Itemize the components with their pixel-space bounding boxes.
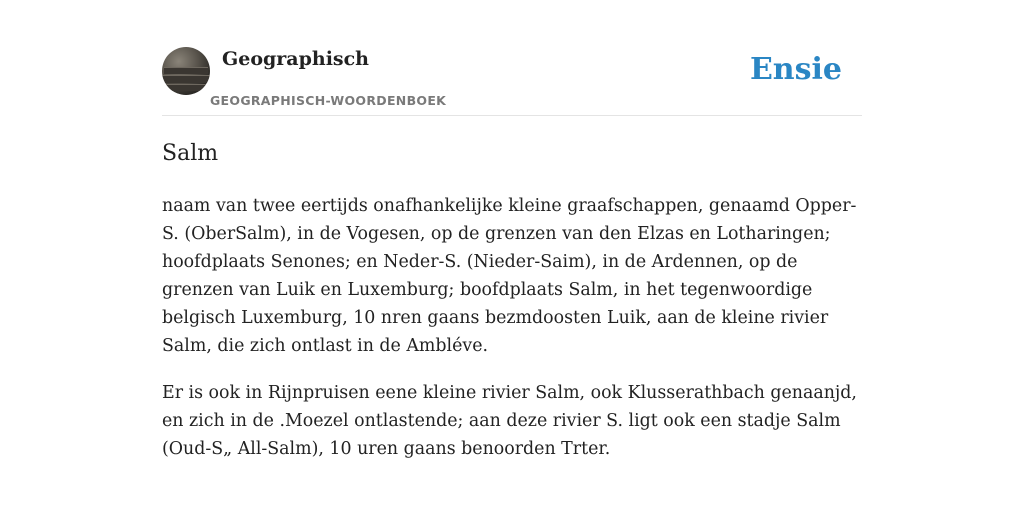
source-avatar[interactable]: [162, 47, 210, 95]
source-subtitle[interactable]: GEOGRAPHISCH-WOORDENBOEK: [210, 93, 447, 108]
article: [162, 138, 862, 482]
article-title: Salm: [162, 141, 219, 166]
header: [162, 44, 862, 116]
article-paragraph: naam van twee eertijds onafhankelijke kleine graafschappen, genaamd Opper-S. (OberSalm), in de Vogesen, op de grenzen van den Elzas en Lotharingen; hoofdplaats Senones; en Neder-S. (Nieder-Saim), in de Ardennen, op de grenzen van Luik en Luxemburg; boofdplaats Salm, in het tegenwoordige belgisch Luxemburg, 10 nren gaans bezmdoosten Luik, aan de kleine rivier Salm, die zich ontlast in de Ambléve.: [162, 196, 857, 356]
article-paragraph: Er is ook in Rijnpruisen eene kleine rivier Salm, ook Klusserathbach genaanjd, en zich in de .Moezel ontlastende; aan deze rivier S. ligt ook een stadje Salm (Oud-S„ All-Salm), 10 uren gaans benoorden Trter.: [162, 383, 857, 459]
brand-logo-link[interactable]: Ensie: [749, 52, 842, 87]
source-title[interactable]: Geographisch: [222, 48, 369, 70]
